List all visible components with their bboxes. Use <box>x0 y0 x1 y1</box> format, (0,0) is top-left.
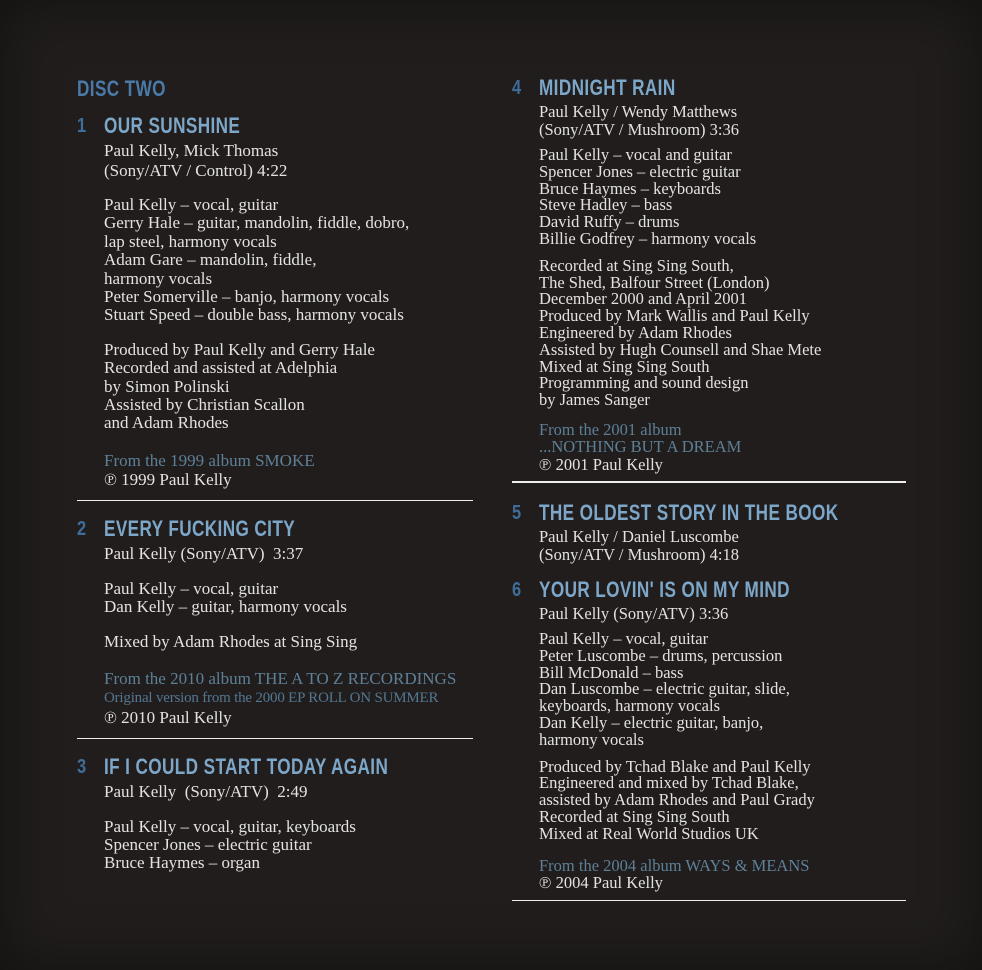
writers-line: Paul Kelly (Sony/ATV) 3:37 <box>104 544 304 564</box>
production-line: by James Sanger <box>539 390 650 410</box>
divider <box>512 481 906 483</box>
track-1-number: 1 <box>77 115 87 137</box>
publisher-duration-line: (Sony/ATV / Mushroom) 4:18 <box>539 544 739 564</box>
track-6-production <box>539 756 906 843</box>
credit-line: Gerry Hale – guitar, mandolin, fiddle, dobro, <box>104 213 410 233</box>
track-2-album-block <box>104 669 473 728</box>
production-line: Assisted by Christian Scallon <box>104 395 305 415</box>
credit-line: David Ruffy – drums <box>539 212 680 232</box>
writers-line: Paul Kelly (Sony/ATV) 3:36 <box>539 603 729 623</box>
track-2-meta <box>104 544 473 564</box>
credit-line: Spencer Jones – electric guitar <box>104 835 312 854</box>
writers-line: Paul Kelly, Mick Thomas <box>104 141 279 160</box>
track-4-number: 4 <box>512 77 522 99</box>
credit-line: harmony vocals <box>104 268 213 288</box>
track-6-section <box>512 578 906 892</box>
credit-line: Peter Somerville – banjo, harmony vocals <box>104 287 390 307</box>
track-5-number: 5 <box>512 501 522 524</box>
track-5-section <box>512 501 906 564</box>
album-line: From the 2001 album <box>539 419 682 439</box>
production-line: Mixed at Sing Sing South <box>539 356 710 376</box>
production-line: Recorded and assisted at Adelphia <box>104 358 338 378</box>
credit-line: Bill McDonald – bass <box>539 662 684 682</box>
credit-line: Billie Godfrey – harmony vocals <box>539 228 757 248</box>
credit-line: Paul Kelly – vocal, guitar, keyboards <box>104 816 356 836</box>
credit-line: Paul Kelly – vocal, guitar <box>104 578 279 598</box>
album-line: From the 2010 album THE A TO Z RECORDINGS <box>104 669 457 689</box>
credit-line: Bruce Haymes – organ <box>104 853 260 873</box>
production-line: Programming and sound design <box>539 373 749 393</box>
track-2-credits <box>104 580 473 617</box>
writers-line: Paul Kelly / Wendy Matthews <box>539 102 738 121</box>
production-line: and Adam Rhodes <box>104 413 229 433</box>
publisher-duration-line: (Sony/ATV / Control) 4:22 <box>104 160 288 180</box>
production-line: Produced by Paul Kelly and Gerry Hale <box>104 339 375 359</box>
disc-label-text: DISC TWO <box>77 76 166 101</box>
left-column <box>77 78 473 889</box>
production-line: Mixed at Real World Studios UK <box>539 823 759 843</box>
production-line: December 2000 and April 2001 <box>539 289 748 309</box>
disc-label <box>77 78 473 101</box>
production-line: assisted by Adam Rhodes and Paul Grady <box>539 790 815 810</box>
track-3-number: 3 <box>77 756 87 779</box>
track-6-title: YOUR LOVIN' IS ON MY MIND <box>539 576 790 602</box>
credit-line: Paul Kelly – vocal and guitar <box>539 145 732 164</box>
track-1-production <box>104 341 473 433</box>
track-6-number: 6 <box>512 578 522 601</box>
track-4-credits <box>539 147 906 248</box>
track-1-meta <box>104 141 473 180</box>
track-6-album-block <box>539 857 906 892</box>
production-line: by Simon Polinski <box>104 376 230 396</box>
production-line: Assisted by Hugh Counsell and Shae Mete <box>539 339 822 359</box>
credit-line: harmony vocals <box>539 729 644 749</box>
phonogram-line: ℗ 2004 Paul Kelly <box>539 873 663 893</box>
credit-line: Stuart Speed – double bass, harmony vocals <box>104 305 404 325</box>
track-3-meta <box>104 782 473 802</box>
track-3-section <box>77 755 473 873</box>
production-line: Mixed by Adam Rhodes at Sing Sing <box>104 631 358 651</box>
production-line: Recorded at Sing Sing South <box>539 806 730 826</box>
track-4-album-block <box>539 421 906 474</box>
track-1-section <box>77 114 473 490</box>
credit-line: Bruce Haymes – keyboards <box>539 178 721 198</box>
credit-line: Steve Hadley – bass <box>539 195 673 215</box>
production-line: Engineered and mixed by Tchad Blake, <box>539 773 799 793</box>
credit-line: keyboards, harmony vocals <box>539 696 720 716</box>
divider <box>512 900 906 902</box>
credit-line: Adam Gare – mandolin, fiddle, <box>104 250 317 270</box>
production-line: Produced by Tchad Blake and Paul Kelly <box>539 756 811 776</box>
credit-line: lap steel, harmony vocals <box>104 231 277 251</box>
writers-line: Paul Kelly (Sony/ATV) 2:49 <box>104 782 308 802</box>
production-line: Engineered by Adam Rhodes <box>539 322 732 342</box>
album-line: ...NOTHING BUT A DREAM <box>539 437 742 457</box>
track-3-title: IF I COULD START TODAY AGAIN <box>104 754 389 780</box>
production-line: Produced by Mark Wallis and Paul Kelly <box>539 306 810 326</box>
track-4-meta <box>539 103 906 139</box>
track-6-meta <box>539 605 906 623</box>
credit-line: Dan Luscombe – electric guitar, slide, <box>539 679 790 699</box>
credit-line: Paul Kelly – vocal, guitar <box>539 628 709 648</box>
album-line: From the 1999 album SMOKE <box>104 450 315 470</box>
divider <box>77 738 473 740</box>
track-4-production <box>539 255 906 410</box>
credit-line: Peter Luscombe – drums, percussion <box>539 645 783 665</box>
track-6-credits <box>539 628 906 749</box>
right-column <box>512 76 906 919</box>
credit-line: Dan Kelly – electric guitar, banjo, <box>539 712 764 732</box>
production-line: The Shed, Balfour Street (London) <box>539 272 770 292</box>
phonogram-line: ℗ 1999 Paul Kelly <box>104 470 232 490</box>
production-line: Recorded at Sing Sing South, <box>539 255 734 275</box>
writers-line: Paul Kelly / Daniel Luscombe <box>539 526 739 546</box>
track-4-title: MIDNIGHT RAIN <box>539 75 676 100</box>
publisher-duration-line: (Sony/ATV / Mushroom) 3:36 <box>539 120 739 139</box>
track-1-credits <box>104 196 473 325</box>
track-2-production <box>104 633 473 651</box>
credit-line: Spencer Jones – electric guitar <box>539 161 741 181</box>
track-5-title: THE OLDEST STORY IN THE BOOK <box>539 499 839 525</box>
phonogram-line: ℗ 2010 Paul Kelly <box>104 708 232 728</box>
credit-line: Dan Kelly – guitar, harmony vocals <box>104 597 347 617</box>
track-1-album-block <box>104 451 473 490</box>
track-2-title: EVERY FUCKING CITY <box>104 516 296 542</box>
track-1-title: OUR SUNSHINE <box>104 113 241 138</box>
track-3-credits <box>104 818 473 873</box>
track-4-section <box>512 76 906 473</box>
track-2-section <box>77 517 473 727</box>
album-line: From the 2004 album WAYS & MEANS <box>539 855 810 875</box>
credit-line: Paul Kelly – vocal, guitar <box>104 195 279 214</box>
album-note-line: Original version from the 2000 EP ROLL ON SUMMER <box>104 689 439 706</box>
phonogram-line: ℗ 2001 Paul Kelly <box>539 454 663 474</box>
track-2-number: 2 <box>77 518 87 541</box>
track-5-meta <box>539 528 906 564</box>
divider <box>77 500 473 502</box>
